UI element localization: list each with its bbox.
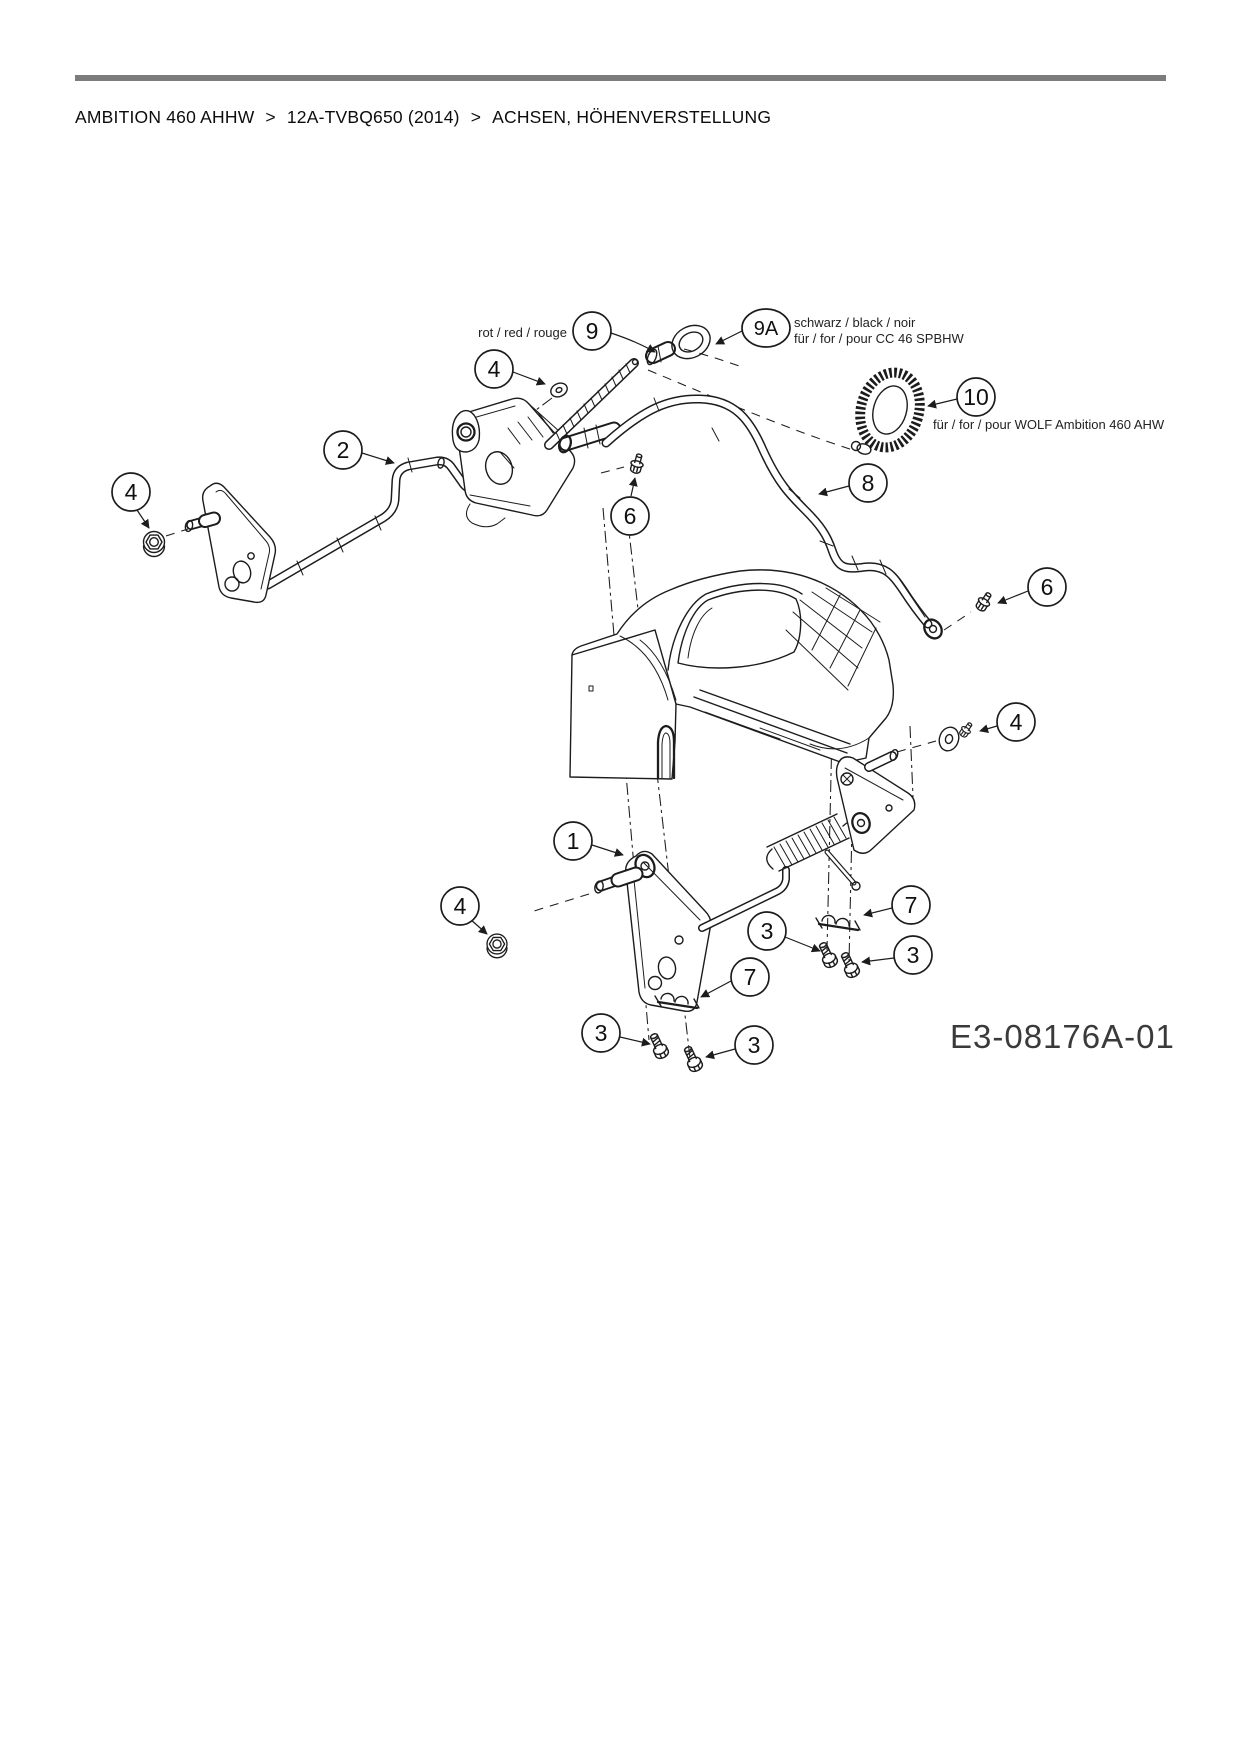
svg-text:4: 4 — [1009, 709, 1023, 735]
washer — [936, 725, 961, 754]
breadcrumb-item-section: ACHSEN, HÖHENVERSTELLUNG — [492, 107, 772, 127]
callout-4-right — [997, 703, 1035, 741]
svg-text:7: 7 — [743, 964, 757, 990]
note-part9a-model: für / for / pour CC 46 SPBHW — [794, 331, 964, 346]
screw — [974, 590, 995, 613]
callout-2 — [324, 431, 362, 469]
screw — [816, 940, 839, 969]
screw — [958, 721, 975, 739]
breadcrumb-item-variant[interactable]: 12A-TVBQ650 (2014) — [286, 107, 460, 127]
axle-clamp — [816, 915, 860, 930]
svg-text:1: 1 — [566, 828, 580, 854]
screw — [838, 950, 861, 979]
breadcrumb-item-model[interactable]: AMBITION 460 AHHW — [75, 107, 255, 127]
svg-text:4: 4 — [124, 479, 138, 505]
adjuster-lever-body — [452, 398, 574, 527]
callout-4-bottom — [441, 887, 479, 925]
callout-3-mid — [748, 912, 786, 950]
svg-text:3: 3 — [594, 1020, 608, 1046]
callout-4-left — [112, 473, 150, 511]
svg-text:6: 6 — [1040, 574, 1054, 600]
screw — [629, 453, 646, 475]
callout-4-top — [475, 350, 513, 388]
svg-text:4: 4 — [453, 893, 467, 919]
screw — [681, 1044, 704, 1073]
callout-7-right — [892, 886, 930, 924]
tension-spring — [767, 814, 858, 871]
callout-6-mid — [611, 497, 649, 535]
callout-3-bottom-mid — [735, 1026, 773, 1064]
svg-text:6: 6 — [623, 503, 637, 529]
svg-text:7: 7 — [904, 892, 918, 918]
callout-9a — [742, 309, 790, 347]
drawing-number: E3-08176A-01 — [950, 1018, 1175, 1055]
breadcrumb-separator: > — [265, 107, 276, 127]
bushing-and-grommet — [645, 319, 716, 366]
svg-text:2: 2 — [336, 437, 350, 463]
svg-text:3: 3 — [906, 942, 920, 968]
callout-10 — [957, 378, 995, 416]
svg-text:3: 3 — [747, 1032, 761, 1058]
callout-9 — [573, 312, 611, 350]
note-part9a-color: schwarz / black / noir — [794, 315, 916, 330]
callout-1 — [554, 822, 592, 860]
svg-text:10: 10 — [963, 384, 989, 410]
washer — [549, 381, 570, 400]
svg-text:8: 8 — [861, 470, 875, 496]
flange-nut — [144, 532, 165, 557]
callout-3-right — [894, 936, 932, 974]
callout-7-left — [731, 958, 769, 996]
note-part10-model: für / for / pour WOLF Ambition 460 AHW — [933, 417, 1165, 432]
callout-6-right — [1028, 568, 1066, 606]
callout-3-bottom-left — [582, 1014, 620, 1052]
svg-text:9A: 9A — [753, 318, 779, 340]
callout-8 — [849, 464, 887, 502]
mower-deck — [570, 570, 893, 779]
flange-nut — [487, 934, 507, 958]
breadcrumb-separator: > — [470, 107, 482, 127]
svg-text:4: 4 — [487, 356, 501, 382]
screw — [647, 1031, 670, 1060]
svg-text:3: 3 — [760, 918, 774, 944]
height-adjust-axle-front — [144, 360, 646, 603]
note-part9-color: rot / red / rouge — [478, 325, 567, 340]
toothed-ring — [852, 365, 929, 455]
svg-text:9: 9 — [585, 318, 599, 344]
